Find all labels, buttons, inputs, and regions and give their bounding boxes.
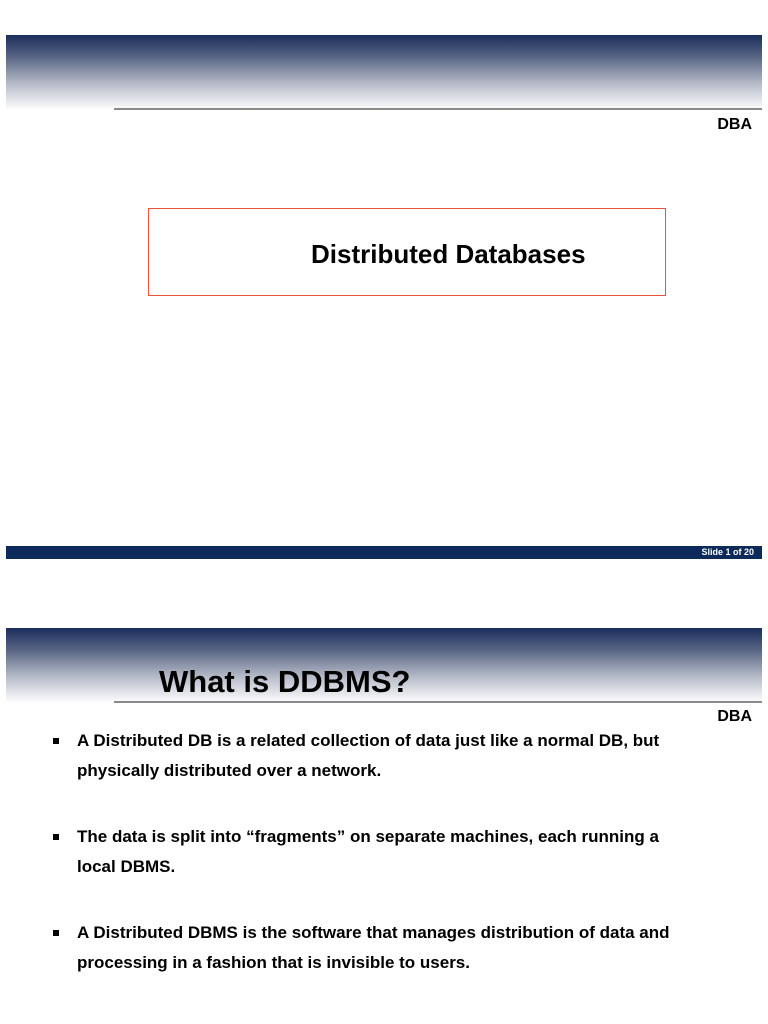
- header-rule: [114, 701, 762, 703]
- square-bullet-icon: [53, 738, 59, 744]
- bullet-list: [50, 726, 700, 1014]
- corner-label: DBA: [717, 116, 752, 133]
- slide-number: Slide 1 of 20: [701, 547, 754, 557]
- slide-title: What is DDBMS?: [159, 664, 411, 699]
- slide-2: [6, 628, 762, 1024]
- header-rule: [114, 108, 762, 110]
- header-gradient-band: [6, 35, 762, 110]
- slide-title: Distributed Databases: [311, 239, 586, 269]
- bullet-text: A Distributed DBMS is the software that manages distribution of data and processing in a fashion that is invisible to users.: [77, 923, 670, 972]
- footer-bar: [6, 546, 762, 559]
- bullet-text: A Distributed DB is a related collection of data just like a normal DB, but physically distributed over a network.: [77, 731, 660, 780]
- bullet-item: [50, 822, 700, 882]
- bullet-text: The data is split into “fragments” on separate machines, each running a local DBMS.: [77, 827, 659, 876]
- bullet-item: [50, 918, 700, 978]
- corner-label: DBA: [717, 708, 752, 725]
- title-box: [148, 208, 666, 296]
- square-bullet-icon: [53, 834, 59, 840]
- slide-1: [6, 35, 762, 559]
- square-bullet-icon: [53, 930, 59, 936]
- bullet-item: [50, 726, 700, 786]
